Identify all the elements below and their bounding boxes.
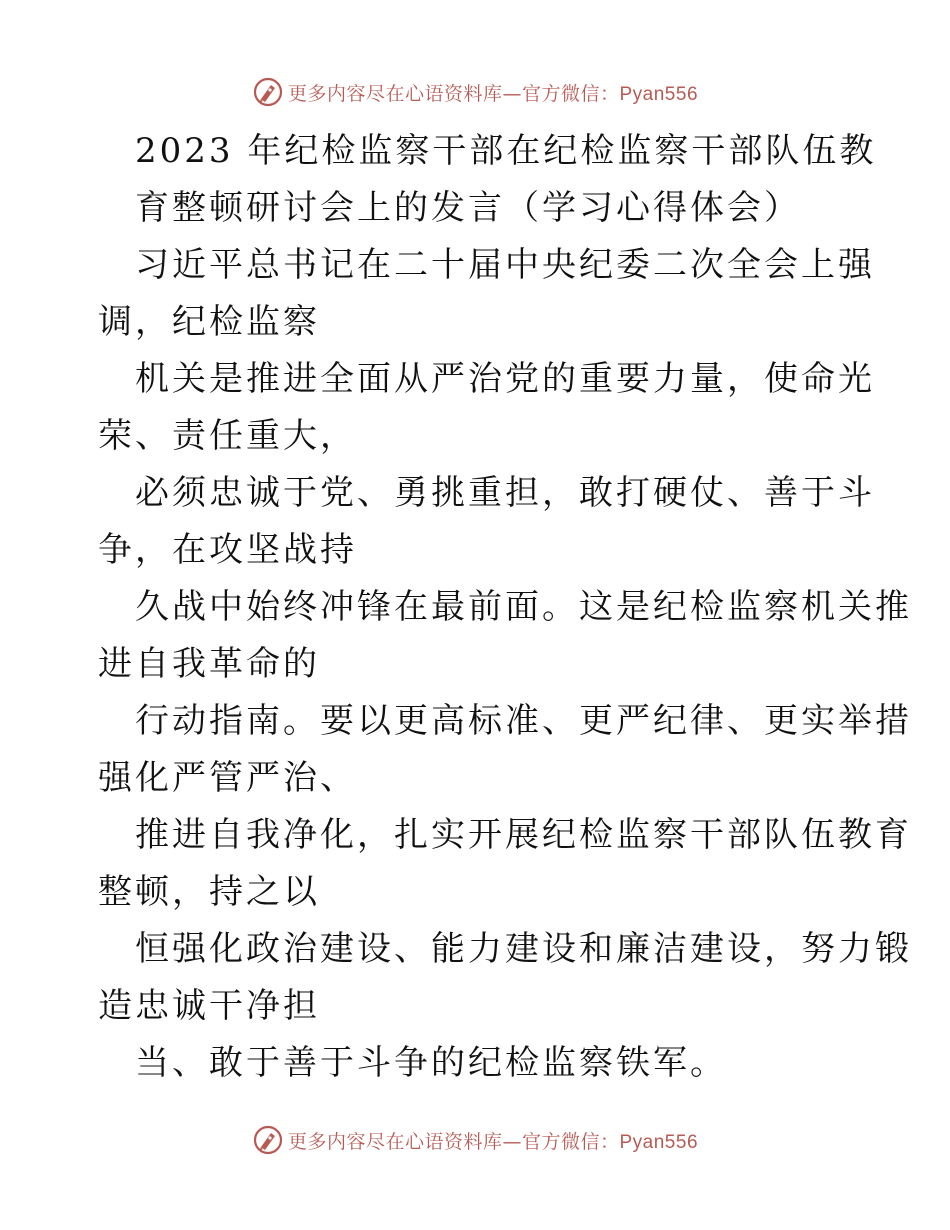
body-line: 造忠诚干净担 [98,986,320,1026]
document-title-line-1: 2023 年纪检监察干部在纪检监察干部队伍教 [135,131,877,171]
watermark-wechat-id: Pyan556 [619,83,699,105]
body-line: 强化严管严治、 [98,758,357,798]
watermark-site-text: 更多内容尽在心语资料库—官方微信： [287,82,620,105]
footer-watermark [0,1120,950,1160]
body-line: 整顿，持之以 [98,872,320,912]
document-title-line-2: 育整顿研讨会上的发言（学习心得体会） [135,188,801,228]
body-line: 调，纪检监察 [98,302,320,342]
body-line: 恒强化政治建设、能力建设和廉洁建设，努力锻 [135,929,912,969]
watermark-wechat-id: Pyan556 [619,1131,699,1153]
body-line: 推进自我净化，扎实开展纪检监察干部队伍教育 [135,815,912,855]
body-line: 久战中始终冲锋在最前面。这是纪检监察机关推 [135,587,912,627]
body-line: 当、敢于善于斗争的纪检监察铁军。 [135,1043,727,1083]
body-line: 争，在攻坚战持 [98,530,357,570]
body-line: 习近平总书记在二十届中央纪委二次全会上强 [135,245,875,285]
pen-nib-seal-icon [252,1124,284,1156]
header-watermark [0,72,950,112]
body-line: 荣、责任重大， [98,416,357,456]
body-line: 机关是推进全面从严治党的重要力量，使命光 [135,359,875,399]
body-line: 必须忠诚于党、勇挑重担，敢打硬仗、善于斗 [135,473,875,513]
watermark-site-text: 更多内容尽在心语资料库—官方微信： [287,1130,620,1153]
body-line: 进自我革命的 [98,644,320,684]
pen-nib-seal-icon [252,76,284,108]
body-line: 行动指南。要以更高标准、更严纪律、更实举措 [135,701,912,741]
